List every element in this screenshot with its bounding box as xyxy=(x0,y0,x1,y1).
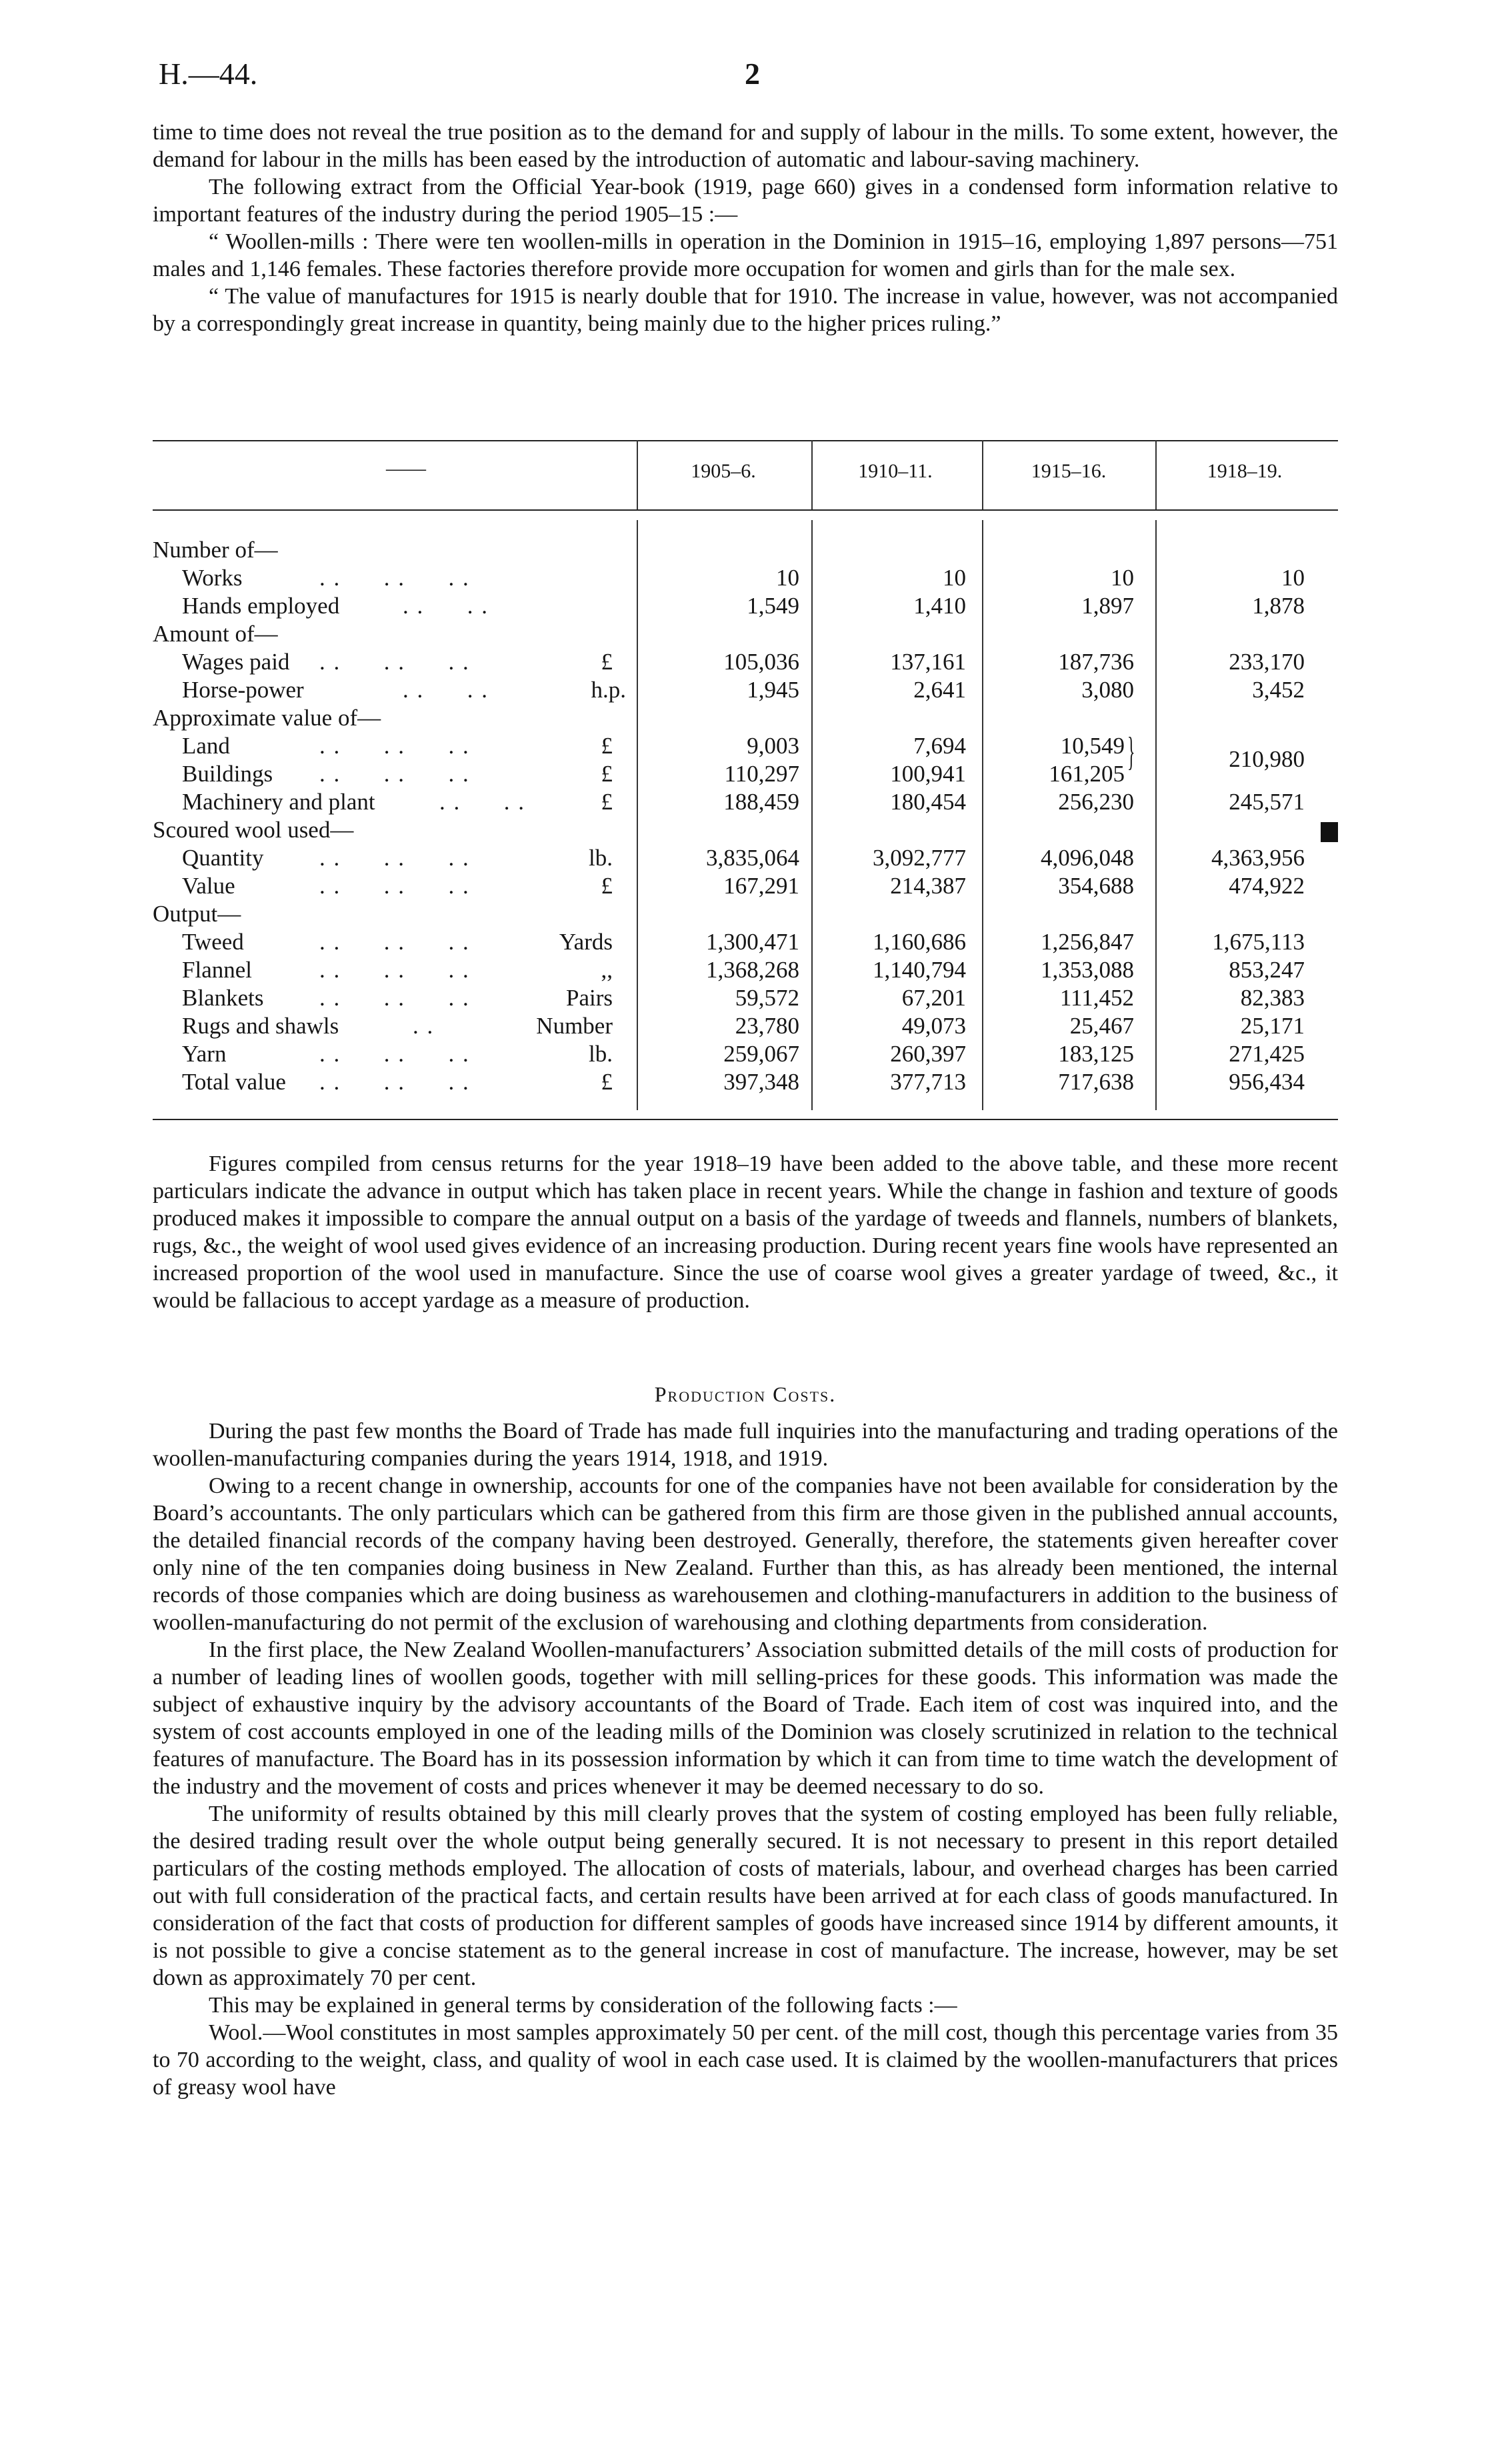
section-paragraph-4: The uniformity of results obtained by this mill clearly proves that the system of costing employed has been fully reliable, the desired trading result over the whole output being generally secured. It is not necessary to present in this report detailed particulars of the costing methods employed. The allocation of costs of materials, labour, and overhead charges has been carried out with full consideration of the practical facts, and certain results have been arrived at for each class of goods manufactured. In consideration of the fact that costs of production for different samples of goods have increased since 1914 by different amounts, it is not possible to give a concise statement as to the general increase in cost of manufacture. The increase, however, may be set down as approximately 70 per cent. xyxy=(153,1802,1338,1990)
cell-value: 3,092,777 xyxy=(873,845,966,871)
column-header-1905: 1905–6. xyxy=(691,460,756,482)
intro-paragraph-1: time to time does not reveal the true position as to the demand for and supply of labour in the mills. To some extent, however, the demand for labour in the mills has been eased by the introduction of automatic and labour-saving machinery. xyxy=(153,120,1338,172)
table-bottom-rule xyxy=(153,1119,1338,1120)
table-row xyxy=(153,705,1338,733)
cell-value: 180,454 xyxy=(890,789,966,815)
cell-value: 1,368,268 xyxy=(706,957,799,983)
column-header-1918: 1918–19. xyxy=(1207,460,1283,482)
cell-value: 161,205 xyxy=(1049,761,1125,787)
cell-value: 111,452 xyxy=(1059,985,1134,1011)
row-unit: ,, xyxy=(601,957,613,983)
cell-value: 10 xyxy=(1111,565,1134,591)
table-row xyxy=(153,649,1338,677)
row-label: Works xyxy=(182,565,243,591)
cell-value: 717,638 xyxy=(1058,1069,1134,1095)
table-row xyxy=(153,789,1338,817)
leader-dots: . . . . xyxy=(403,677,489,703)
cell-value: 105,036 xyxy=(723,649,799,675)
row-label: Rugs and shawls xyxy=(182,1013,339,1039)
cell-value: 1,549 xyxy=(747,593,799,619)
row-label: Wages paid xyxy=(182,649,290,675)
section-paragraph-5: This may be explained in general terms by consideration of the following facts :— xyxy=(209,1993,957,2018)
leader-dots: . . . . . . xyxy=(319,1041,470,1067)
cell-value: 1,353,088 xyxy=(1041,957,1134,983)
row-label: Output— xyxy=(153,901,241,927)
cell-value: 260,397 xyxy=(890,1041,966,1067)
after-table-paragraph: Figures compiled from census returns for the year 1918–19 have been added to the above table, and these more recent particulars indicate the advance in output which has taken place in recent years. While the change in fashion and texture of goods produced makes it impossible to compare the annual output on a basis of the yardage of tweeds and flannels, numbers of blankets, rugs, &c., the weight of wool used gives evidence of an increasing production. During recent years fine wools have represented an increased proportion of the wool used in manufacture. Since the use of coarse wool gives a greater yardage of tweed, &c., it would be fallacious to accept yardage as a measure of production. xyxy=(153,1151,1338,1313)
section-paragraph-3: In the first place, the New Zealand Woollen-manufacturers’ Association submitted details of the mill costs of production for a number of leading lines of woollen goods, together with mill selling-prices for these goods. This information was made the subject of exhaustive inquiry by the advisory accountants of the Board of Trade. Each item of cost was inquired into, and the system of cost accounts employed in one of the leading mills of the Dominion was closely scrutinized in relation to the technical features of manufacture. The Board has in its possession information by which it can from time to time watch the development of the industry and the movement of costs and prices whenever it may be deemed necessary to do so. xyxy=(153,1638,1338,1799)
cell-value: 1,256,847 xyxy=(1041,929,1134,955)
cell-value: 23,780 xyxy=(735,1013,799,1039)
cell-value: 25,467 xyxy=(1069,1013,1134,1039)
cell-value: 1,140,794 xyxy=(873,957,966,983)
row-label: Hands employed xyxy=(182,593,340,619)
cell-value: 397,348 xyxy=(723,1069,799,1095)
row-unit: £ xyxy=(601,761,613,787)
table-row xyxy=(153,845,1338,873)
cell-value: 110,297 xyxy=(724,761,799,787)
cell-value: 183,125 xyxy=(1058,1041,1134,1067)
cell-value: 67,201 xyxy=(901,985,966,1011)
cell-value: 214,387 xyxy=(890,873,966,899)
table-top-rule xyxy=(153,440,1338,441)
row-unit: lb. xyxy=(589,1041,613,1067)
report-reference: H.—44. xyxy=(159,57,258,91)
cell-value: 49,073 xyxy=(901,1013,966,1039)
table-row xyxy=(153,929,1338,957)
leader-dots: . . . . . . xyxy=(319,985,470,1011)
cell-value: 3,080 xyxy=(1081,677,1134,703)
cell-value: 10,549 xyxy=(1060,733,1125,759)
row-unit: h.p. xyxy=(591,677,626,703)
brace-mark: } xyxy=(1127,729,1135,773)
cell-value: 377,713 xyxy=(890,1069,966,1095)
cell-value: 167,291 xyxy=(723,873,799,899)
row-unit: lb. xyxy=(589,845,613,871)
row-label: Approximate value of— xyxy=(153,705,381,731)
cell-value: 187,736 xyxy=(1058,649,1134,675)
cell-value: 188,459 xyxy=(723,789,799,815)
leader-dots: . . . . . . xyxy=(319,649,470,675)
leader-dots: . . . . xyxy=(439,789,525,815)
leader-dots: . . . . . . xyxy=(319,929,470,955)
table-row xyxy=(153,1069,1338,1097)
leader-dots: . . . . . . xyxy=(319,761,470,787)
column-divider xyxy=(982,440,983,509)
row-label: Amount of— xyxy=(153,621,278,647)
table-row xyxy=(153,565,1338,593)
section-paragraph-2: Owing to a recent change in ownership, accounts for one of the companies have not been available for consideration by the Board’s accountants. The only particulars which can be gathered from this firm are those given in the published annual accounts, the detailed financial records of the company having been destroyed. Generally, therefore, the statements given hereafter cover only nine of the ten companies doing business in New Zealand. Further than this, as has already been mentioned, the internal records of those companies which are doing business as warehousemen and clothing-manufacturers in addition to the business of woollen-manufacturing do not permit of the exclusion of warehousing and clothing departments from consideration. xyxy=(153,1474,1338,1635)
cell-value: 256,230 xyxy=(1058,789,1134,815)
leader-dots: . . xyxy=(413,1013,435,1039)
cell-value: 233,170 xyxy=(1229,649,1305,675)
row-unit: £ xyxy=(601,733,613,759)
table-row xyxy=(153,873,1338,901)
section-paragraph-6: Wool.—Wool constitutes in most samples approximately 50 per cent. of the mill cost, though this percentage varies from 35 to 70 according to the weight, class, and quality of wool in each case used. It is claimed by the woollen-manufacturers that prices of greasy wool have xyxy=(153,2020,1338,2100)
row-label: Value xyxy=(182,873,235,899)
row-label: Land xyxy=(182,733,230,759)
row-label: Number of— xyxy=(153,537,278,563)
column-divider xyxy=(1155,440,1157,509)
page-number: 2 xyxy=(745,57,760,91)
cell-value: 210,980 xyxy=(1229,746,1305,772)
cell-value: 82,383 xyxy=(1240,985,1305,1011)
cell-value: 7,694 xyxy=(913,733,966,759)
row-label: Quantity xyxy=(182,845,264,871)
table-row xyxy=(153,817,1338,845)
row-label: Tweed xyxy=(182,929,244,955)
row-label: Buildings xyxy=(182,761,273,787)
cell-value: 1,945 xyxy=(747,677,799,703)
cell-value: 137,161 xyxy=(890,649,966,675)
cell-value: 354,688 xyxy=(1058,873,1134,899)
row-label: Blankets xyxy=(182,985,264,1011)
table-row xyxy=(153,957,1338,985)
table-row xyxy=(153,537,1338,565)
cell-value: 25,171 xyxy=(1240,1013,1305,1039)
table-row xyxy=(153,1013,1338,1041)
section-text xyxy=(153,1418,1338,2101)
table-row xyxy=(153,677,1338,705)
table-row xyxy=(153,1041,1338,1069)
row-unit: Pairs xyxy=(566,985,613,1011)
cell-value: 3,452 xyxy=(1252,677,1305,703)
cell-value: 259,067 xyxy=(723,1041,799,1067)
row-label: Yarn xyxy=(182,1041,227,1067)
column-divider xyxy=(637,440,638,509)
table-row xyxy=(153,985,1338,1013)
cell-value: 4,096,048 xyxy=(1041,845,1134,871)
cell-value: 1,410 xyxy=(913,593,966,619)
leader-dots: . . . . . . xyxy=(319,733,470,759)
after-table-text xyxy=(153,1150,1338,1314)
row-unit: Number xyxy=(536,1013,613,1039)
column-header-1915: 1915–16. xyxy=(1031,460,1107,482)
row-label: Machinery and plant xyxy=(182,789,375,815)
cell-value: 1,878 xyxy=(1252,593,1305,619)
intro-text xyxy=(153,119,1338,337)
row-unit: £ xyxy=(601,789,613,815)
row-unit: £ xyxy=(601,1069,613,1095)
leader-dots: . . . . . . xyxy=(319,845,470,871)
table-row xyxy=(153,901,1338,929)
cell-value: 4,363,956 xyxy=(1211,845,1305,871)
column-header-1910: 1910–11. xyxy=(858,460,933,482)
row-label: Flannel xyxy=(182,957,252,983)
cell-value: 1,160,686 xyxy=(873,929,966,955)
cell-value: 1,897 xyxy=(1081,593,1134,619)
row-label: Total value xyxy=(182,1069,286,1095)
cell-value: 474,922 xyxy=(1229,873,1305,899)
statistics-table xyxy=(153,440,1338,1120)
section-paragraph-1: During the past few months the Board of Trade has made full inquiries into the manufacturing and trading operations of the woollen-manufacturing companies during the years 1914, 1918, and 1919. xyxy=(153,1419,1338,1471)
cell-value: 10 xyxy=(1281,565,1305,591)
column-divider xyxy=(811,440,813,509)
table-row xyxy=(153,593,1338,621)
quote-paragraph-1: “ Woollen-mills : There were ten woollen-mills in operation in the Dominion in 1915–16, employing 1,897 persons—751 males and 1,146 females. These factories therefore provide more occupation for women and girls than for the male sex. xyxy=(153,229,1338,281)
cell-value: 59,572 xyxy=(735,985,799,1011)
leader-dots: . . . . . . xyxy=(319,957,470,983)
cell-value: 853,247 xyxy=(1229,957,1305,983)
row-label: Scoured wool used— xyxy=(153,817,354,843)
leader-dots: . . . . . . xyxy=(319,565,470,591)
leader-dots: . . . . . . xyxy=(319,1069,470,1095)
section-title: Production Costs. xyxy=(654,1382,837,1406)
cell-value: 3,835,064 xyxy=(706,845,799,871)
ink-blot xyxy=(1321,822,1338,842)
cell-value: 956,434 xyxy=(1229,1069,1305,1095)
row-label: Horse-power xyxy=(182,677,304,703)
cell-value: 10 xyxy=(943,565,966,591)
table-header-rule xyxy=(153,509,1338,511)
quote-paragraph-2: “ The value of manufactures for 1915 is nearly double that for 1910. The increase in value, however, was not accompanied by a correspondingly great increase in quantity, being mainly due to the higher prices ruling.” xyxy=(153,284,1338,336)
cell-value: 271,425 xyxy=(1229,1041,1305,1067)
row-unit: Yards xyxy=(559,929,613,955)
cell-value: 100,941 xyxy=(890,761,966,787)
leader-dots: . . . . xyxy=(403,593,489,619)
cell-value: 2,641 xyxy=(913,677,966,703)
table-row xyxy=(153,621,1338,649)
row-unit: £ xyxy=(601,649,613,675)
cell-value: 10 xyxy=(776,565,799,591)
cell-value: 1,300,471 xyxy=(706,929,799,955)
cell-value: 245,571 xyxy=(1229,789,1305,815)
cell-value: 9,003 xyxy=(747,733,799,759)
leader-dots: . . . . . . xyxy=(319,873,470,899)
cell-value: 1,675,113 xyxy=(1212,929,1305,955)
header-dash: —— xyxy=(386,457,426,479)
row-unit: £ xyxy=(601,873,613,899)
intro-paragraph-2: The following extract from the Official Year-book (1919, page 660) gives in a condensed form information relative to important features of the industry during the period 1905–15 :— xyxy=(153,175,1338,227)
